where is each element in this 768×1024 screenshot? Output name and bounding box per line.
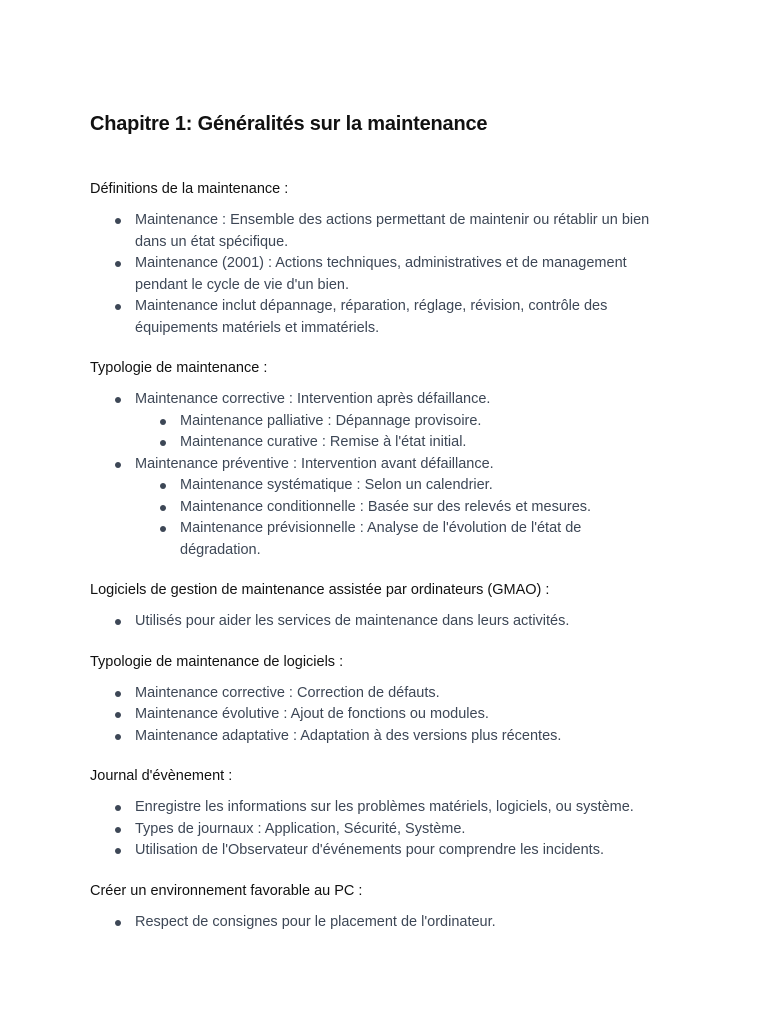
bullet-list [90,611,690,633]
list-item-text: Maintenance : Ensemble des actions permettant de maintenir ou rétablir un bien [135,212,650,228]
list-item-text: équipements matériels et immatériels. [135,319,380,336]
list-item [90,253,690,296]
section-heading: Créer un environnement favorable au PC : [90,882,363,899]
list-item-text: Respect de consignes pour le placement de l'ordinateur. [135,913,496,930]
list-item [90,454,690,476]
list-item [90,296,690,339]
list-item-text: Utilisés pour aider les services de maintenance dans leurs activités. [135,613,570,629]
list-item-text: Maintenance prévisionnelle : Analyse de l'évolution de l'état de [180,520,582,536]
sub-list-item [90,497,690,519]
list-item-text: dans un état spécifique. [135,233,289,250]
section-heading: Journal d'évènement : [90,768,233,784]
list-item-text: Maintenance inclut dépannage, réparation, réglage, révision, contrôle des [135,298,608,314]
bullet-list [90,389,690,561]
document-body [90,179,690,933]
section-heading: Logiciels de gestion de maintenance assistée par ordinateurs (GMAO) : [90,582,550,598]
list-item [90,210,690,253]
bullet-list [90,683,690,748]
list-item [90,611,690,633]
list-item-text: Maintenance évolutive : Ajout de fonctions ou modules. [135,706,489,722]
list-item [90,797,690,819]
list-item-text: Maintenance adaptative : Adaptation à des versions plus récentes. [135,727,562,744]
section-heading: Typologie de maintenance de logiciels : [90,653,344,670]
list-item-text: Maintenance systématique : Selon un calendrier. [180,477,493,493]
sub-list-item [90,475,690,497]
list-item-text: Maintenance corrective : Correction de défauts. [135,684,440,701]
list-item [90,389,690,411]
list-item [90,726,690,748]
list-item-text: Maintenance (2001) : Actions techniques, administratives et de management [135,255,627,271]
section-heading: Typologie de maintenance : [90,360,268,376]
sub-list-item [90,411,690,433]
page-title: Chapitre 1: Généralités sur la maintenance [90,113,488,135]
list-item-text: pendant le cycle de vie d'un bien. [135,276,349,293]
list-item [90,683,690,705]
list-item [90,912,690,934]
list-item-text: Utilisation de l'Observateur d'événements pour comprendre les incidents. [135,842,604,858]
sub-list-item [90,432,690,454]
bullet-list [90,797,690,862]
document [90,111,690,933]
list-item-text: Maintenance préventive : Intervention avant défaillance. [135,455,494,472]
section-heading: Définitions de la maintenance : [90,181,289,197]
list-item-text: dégradation. [180,541,261,558]
list-item-text: Types de journaux : Application, Sécurité, Système. [135,820,466,837]
list-item-text: Maintenance conditionnelle : Basée sur des relevés et mesures. [180,498,592,515]
list-item-text: Maintenance corrective : Intervention après défaillance. [135,391,491,407]
sub-list-item [90,518,690,561]
list-item [90,840,690,862]
list-item [90,819,690,841]
list-item-text: Maintenance palliative : Dépannage provisoire. [180,412,482,429]
list-item-text: Maintenance curative : Remise à l'état initial. [180,434,467,450]
list-item-text: Enregistre les informations sur les problèmes matériels, logiciels, ou système. [135,799,634,815]
bullet-list [90,210,690,339]
bullet-list [90,912,690,934]
list-item [90,704,690,726]
